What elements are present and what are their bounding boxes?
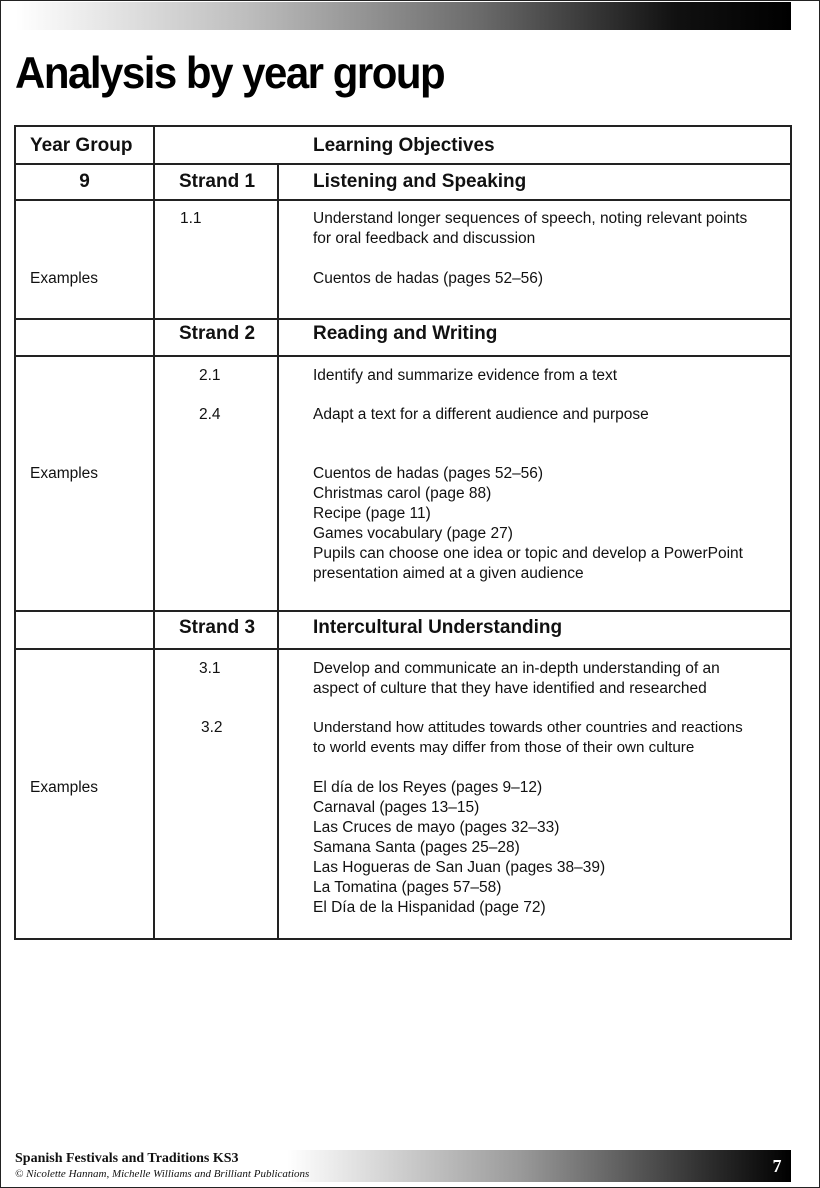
table-border-top <box>14 125 792 127</box>
examples-label: Examples <box>30 779 99 796</box>
footer-copyright: © Nicolette Hannam, Michelle Williams and Brilliant Publications <box>15 1168 310 1180</box>
example-item: Cuentos de hadas (pages 52–56) <box>313 270 544 287</box>
example-item: presentation aimed at a given audience <box>313 565 584 582</box>
objective-text <box>313 405 649 425</box>
objective-line: aspect of culture that they have identified and researched <box>313 680 707 697</box>
header-year-group: Year Group <box>30 135 133 156</box>
row-divider <box>14 199 792 201</box>
example-item: La Tomatina (pages 57–58) <box>313 879 502 896</box>
example-item: Las Cruces de mayo (pages 32–33) <box>313 819 560 836</box>
strand-name: Reading and Writing <box>313 323 498 344</box>
footer-book-title: Spanish Festivals and Traditions KS3 <box>15 1151 239 1166</box>
objective-line: Develop and communicate an in-depth understanding of an <box>313 660 720 677</box>
objective-line: Adapt a text for a different audience and purpose <box>313 406 649 423</box>
examples-label: Examples <box>30 465 99 482</box>
objective-line: Understand longer sequences of speech, noting relevant points <box>313 210 748 227</box>
objective-text <box>313 659 720 699</box>
strand-label: Strand 2 <box>179 323 256 344</box>
table-border-right <box>790 125 792 940</box>
strand-name: Intercultural Understanding <box>313 617 563 638</box>
column-divider-1 <box>153 125 155 940</box>
objective-line: Identify and summarize evidence from a text <box>313 367 618 384</box>
row-divider <box>14 610 792 612</box>
objective-code: 3.2 <box>201 719 223 736</box>
example-item: Samana Santa (pages 25–28) <box>313 839 520 856</box>
row-divider <box>14 648 792 650</box>
example-item: Carnaval (pages 13–15) <box>313 799 480 816</box>
column-divider-2 <box>277 163 279 940</box>
examples-list <box>313 269 543 289</box>
objective-line: for oral feedback and discussion <box>313 230 536 247</box>
row-divider <box>14 163 792 165</box>
objective-text <box>313 366 617 386</box>
examples-list <box>313 778 605 918</box>
table-border-left <box>14 125 16 940</box>
objective-line: Understand how attitudes towards other countries and reactions <box>313 719 743 736</box>
example-item: Recipe (page 11) <box>313 505 431 522</box>
example-item: El día de los Reyes (pages 9–12) <box>313 779 543 796</box>
example-item: Games vocabulary (page 27) <box>313 525 513 542</box>
example-item: Pupils can choose one idea or topic and develop a PowerPoint <box>313 545 743 562</box>
row-divider <box>14 318 792 320</box>
objective-text <box>313 209 747 249</box>
page-title: Analysis by year group <box>15 48 445 98</box>
examples-list <box>313 464 743 584</box>
header-learning-objectives: Learning Objectives <box>313 135 495 156</box>
objective-code: 2.1 <box>199 367 221 384</box>
strand-label: Strand 1 <box>179 171 256 192</box>
example-item: El Día de la Hispanidad (page 72) <box>313 899 546 916</box>
page-number: 7 <box>772 1156 782 1176</box>
objective-code: 1.1 <box>180 210 202 227</box>
objective-line: to world events may differ from those of their own culture <box>313 739 695 756</box>
objective-code: 2.4 <box>199 406 221 423</box>
examples-label: Examples <box>30 270 99 287</box>
example-item: Las Hogueras de San Juan (pages 38–39) <box>313 859 606 876</box>
row-divider <box>14 355 792 357</box>
example-item: Christmas carol (page 88) <box>313 485 492 502</box>
strand-name: Listening and Speaking <box>313 171 527 192</box>
example-item: Cuentos de hadas (pages 52–56) <box>313 465 544 482</box>
year-value: 9 <box>79 171 90 192</box>
objective-code: 3.1 <box>199 660 221 677</box>
objective-text <box>313 718 743 758</box>
strand-label: Strand 3 <box>179 617 256 638</box>
table-border-bottom <box>14 938 792 940</box>
